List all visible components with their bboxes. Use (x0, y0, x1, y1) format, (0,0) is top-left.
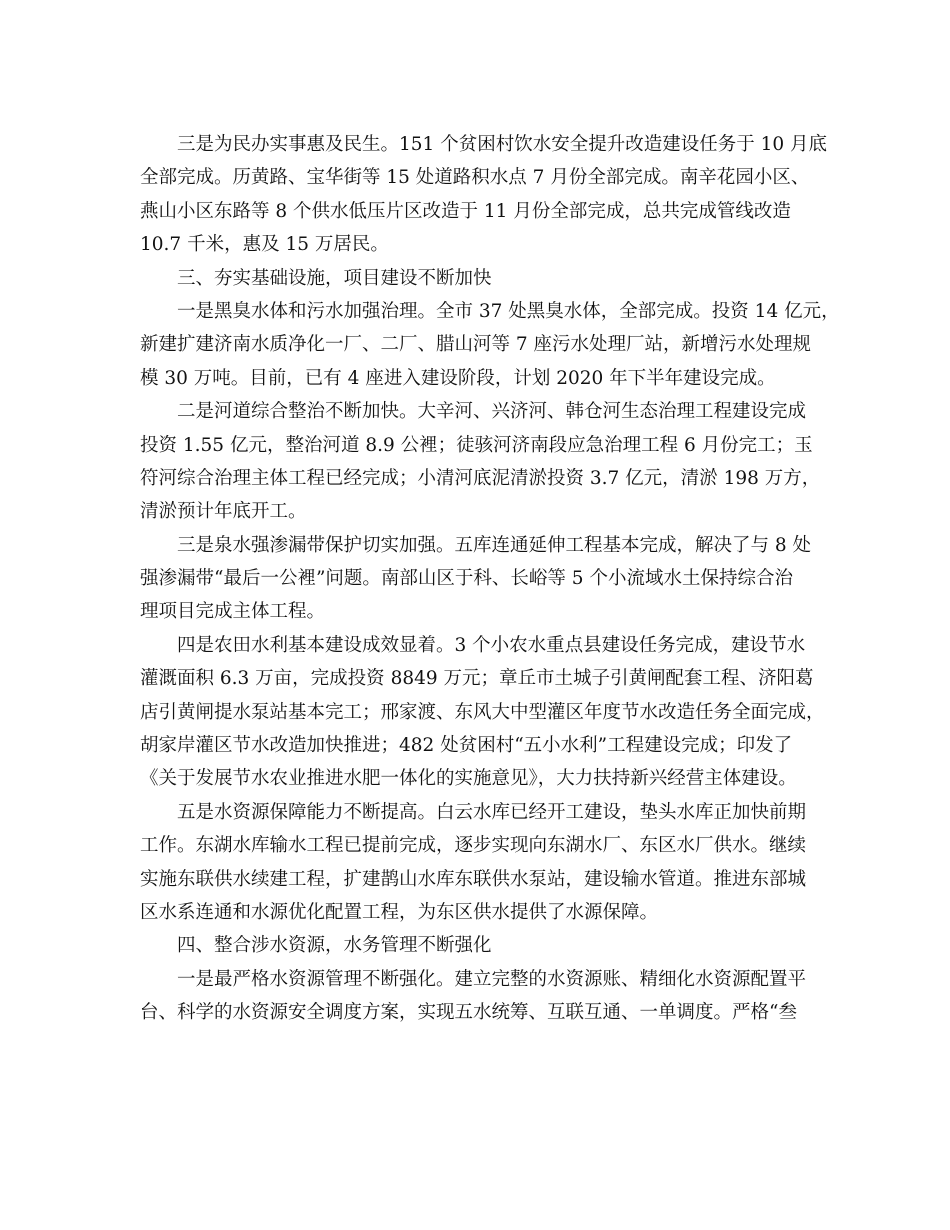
text-line: 三是泉水强渗漏带保护切实加强。五库连通延伸工程基本完成，解决了与 8 处 (177, 534, 812, 556)
text-line: 台、科学的水资源安全调度方案，实现五水统筹、互联互通、一单调度。严格“叁 (140, 1002, 797, 1024)
text-line: 区水系连通和水源优化配置工程，为东区供水提供了水源保障。 (140, 901, 659, 923)
text-line: 实施东联供水续建工程，扩建鹊山水库东联供水泵站，建设输水管道。推进东部城 (140, 868, 807, 890)
text-line: 三、夯实基础设施，项目建设不断加快 (177, 267, 492, 289)
text-line: 三是为民办实事惠及民生。151 个贫困村饮水安全提升改造建设任务于 10 月底 (177, 134, 827, 155)
text-line: 二是河道综合整治不断加快。大辛河、兴济河、韩仓河生态治理工程建设完成 (177, 401, 807, 423)
text-line: 新建扩建济南水质净化一厂、二厂、腊山河等 7 座污水处理厂站，新增污水处理规 (140, 334, 812, 356)
text-line: 理项目完成主体工程。 (140, 601, 326, 623)
text-line: 五是水资源保障能力不断提高。白云水库已经开工建设，垫头水库正加快前期 (177, 801, 807, 823)
text-line: 全部完成。历黄路、宝华街等 15 处道路积水点 7 月份全部完成。南辛花园小区、 (140, 167, 810, 189)
text-line: 一是黑臭水体和污水加强治理。全市 37 处黑臭水体，全部完成。投资 14 亿元， (177, 300, 840, 322)
text-line: 清淤预计年底开工。 (140, 501, 307, 523)
text-line: 灌溉面积 6.3 万亩，完成投资 8849 万元；章丘市土城子引黄闸配套工程、济阳葛 (140, 668, 814, 690)
document-body (140, 128, 840, 1030)
text-line: 模 30 万吨。目前，已有 4 座进入建设阶段，计划 2020 年下半年建设完成。 (140, 367, 776, 389)
text-line: 工作。东湖水库输水工程已提前完成，逐步实现向东湖水厂、东区水厂供水。继续 (140, 835, 807, 857)
text-line: 店引黄闸提水泵站基本完工；邢家渡、东风大中型灌区年度节水改造任务全面完成， (140, 701, 825, 723)
text-line: 一是最严格水资源管理不断强化。建立完整的水资源账、精细化水资源配置平 (177, 968, 807, 990)
text-line: 四、整合涉水资源，水务管理不断强化 (177, 935, 492, 957)
text-line: 燕山小区东路等 8 个供水低压片区改造于 11 月份全部完成，总共完成管线改造 (140, 200, 791, 222)
text-line: 《关于发展节水农业推进水肥一体化的实施意见》，大力扶持新兴经营主体建设。 (140, 768, 797, 790)
text-line: 四是农田水利基本建设成效显着。3 个小农水重点县建设任务完成，建设节水 (177, 634, 806, 656)
text-line: 符河综合治理主体工程已经完成；小清河底泥清淤投资 3.7 亿元，清淤 198 万方， (140, 467, 821, 489)
text-line: 10.7 千米，惠及 15 万居民。 (140, 234, 389, 256)
text-line: 强渗漏带“最后一公裡”问题。南部山区于科、长峪等 5 个小流域水土保持综合治 (140, 568, 793, 590)
text-line: 投资 1.55 亿元，整治河道 8.9 公裡；徒骇河济南段应急治理工程 6 月份完工；玉 (140, 434, 813, 456)
text-line: 胡家岸灌区节水改造加快推进；482 处贫困村“五小水利”工程建设完成；印发了 (140, 735, 793, 757)
